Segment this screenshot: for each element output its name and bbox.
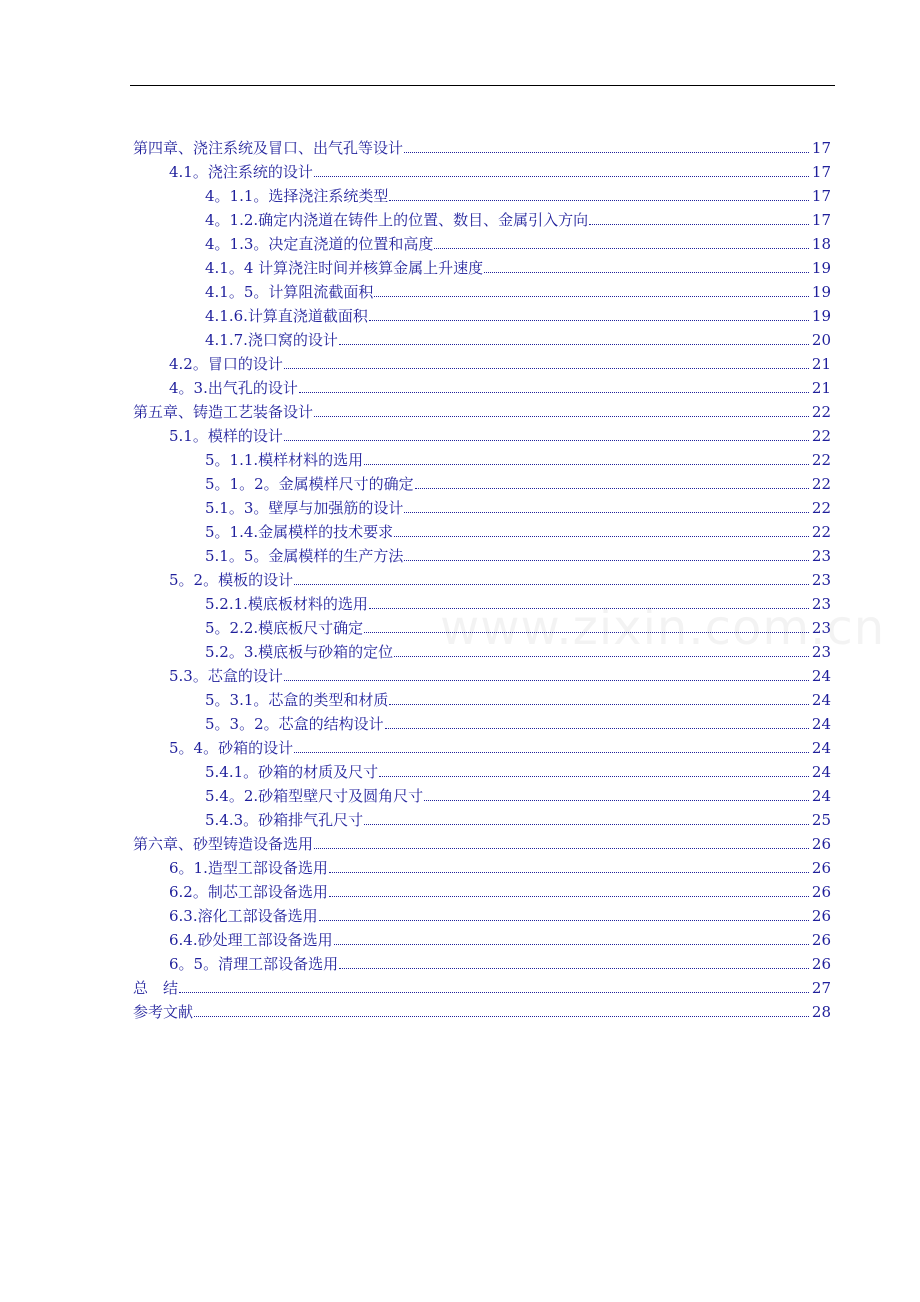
- toc-entry-page: 20: [811, 331, 831, 349]
- header-rule: [130, 85, 835, 86]
- table-of-contents: [0, 133, 920, 1021]
- toc-entry[interactable]: [0, 181, 920, 205]
- toc-dot-leader: [284, 368, 809, 369]
- toc-entry[interactable]: [0, 685, 920, 709]
- toc-entry[interactable]: [0, 517, 920, 541]
- toc-entry-title: 6.3.溶化工部设备选用: [169, 907, 318, 925]
- toc-entry-title: 5。2。模板的设计: [169, 571, 294, 589]
- toc-entry-title: 6。1.造型工部设备选用: [169, 859, 328, 877]
- toc-dot-leader: [319, 920, 809, 921]
- toc-entry-title: 4。1.1。选择浇注系统类型: [205, 187, 389, 205]
- toc-entry-page: 24: [811, 667, 831, 685]
- toc-entry[interactable]: [0, 397, 920, 421]
- toc-entry-title: 5。1.4.金属模样的技术要求: [205, 523, 394, 541]
- toc-entry-page: 24: [811, 787, 831, 805]
- toc-entry-title: 4。3.出气孔的设计: [169, 379, 298, 397]
- toc-dot-leader: [404, 152, 809, 153]
- toc-entry-page: 17: [811, 139, 831, 157]
- toc-entry-page: 17: [811, 163, 831, 181]
- toc-entry[interactable]: [0, 733, 920, 757]
- toc-entry[interactable]: [0, 421, 920, 445]
- toc-dot-leader: [589, 224, 809, 225]
- toc-entry-title: 总 结: [133, 979, 179, 997]
- toc-entry-title: 4。1.2.确定内浇道在铸件上的位置、数目、金属引入方向: [205, 211, 589, 229]
- toc-entry-page: 26: [811, 955, 831, 973]
- toc-entry-page: 22: [811, 427, 831, 445]
- toc-entry-page: 19: [811, 307, 831, 325]
- toc-entry-page: 21: [811, 355, 831, 373]
- toc-entry-page: 19: [811, 259, 831, 277]
- toc-dot-leader: [389, 200, 809, 201]
- toc-dot-leader: [424, 800, 809, 801]
- toc-entry[interactable]: [0, 229, 920, 253]
- toc-dot-leader: [339, 344, 809, 345]
- toc-entry-title: 5。4。砂箱的设计: [169, 739, 294, 757]
- toc-entry[interactable]: [0, 877, 920, 901]
- toc-entry-title: 4.1。4 计算浇注时间并核算金属上升速度: [205, 259, 484, 277]
- toc-entry[interactable]: [0, 253, 920, 277]
- toc-entry-page: 22: [811, 523, 831, 541]
- toc-entry-page: 24: [811, 739, 831, 757]
- toc-entry-title: 第六章、砂型铸造设备选用: [133, 835, 314, 853]
- toc-entry-title: 5。3.1。芯盒的类型和材质: [205, 691, 389, 709]
- toc-dot-leader: [329, 872, 809, 873]
- toc-dot-leader: [369, 320, 809, 321]
- toc-entry[interactable]: [0, 949, 920, 973]
- toc-dot-leader: [364, 464, 809, 465]
- toc-entry-title: 参考文献: [133, 1003, 194, 1021]
- toc-entry[interactable]: [0, 493, 920, 517]
- toc-entry-page: 26: [811, 931, 831, 949]
- toc-entry[interactable]: [0, 925, 920, 949]
- toc-entry-page: 22: [811, 475, 831, 493]
- toc-entry-title: 5.1。模样的设计: [169, 427, 283, 445]
- toc-entry[interactable]: [0, 709, 920, 733]
- toc-entry-page: 17: [811, 187, 831, 205]
- toc-entry-title: 4.1.6.计算直浇道截面积: [205, 307, 368, 325]
- toc-entry-page: 23: [811, 595, 831, 613]
- toc-entry-page: 26: [811, 883, 831, 901]
- toc-entry-page: 24: [811, 691, 831, 709]
- toc-entry-title: 5.4。2.砂箱型壁尺寸及圆角尺寸: [205, 787, 424, 805]
- toc-entry-title: 6。5。清理工部设备选用: [169, 955, 339, 973]
- toc-entry-page: 22: [811, 403, 831, 421]
- toc-entry[interactable]: [0, 757, 920, 781]
- toc-entry-title: 4.1。浇注系统的设计: [169, 163, 313, 181]
- toc-entry[interactable]: [0, 997, 920, 1021]
- toc-entry[interactable]: [0, 349, 920, 373]
- toc-entry[interactable]: [0, 853, 920, 877]
- toc-entry-title: 5。1。2。金属模样尺寸的确定: [205, 475, 414, 493]
- toc-entry-page: 18: [811, 235, 831, 253]
- toc-entry-page: 17: [811, 211, 831, 229]
- toc-dot-leader: [404, 560, 809, 561]
- toc-dot-leader: [415, 488, 809, 489]
- toc-dot-leader: [299, 392, 809, 393]
- toc-dot-leader: [294, 584, 809, 585]
- toc-entry-page: 24: [811, 715, 831, 733]
- toc-dot-leader: [379, 776, 809, 777]
- toc-dot-leader: [364, 824, 809, 825]
- toc-dot-leader: [284, 680, 809, 681]
- toc-dot-leader: [394, 536, 809, 537]
- toc-dot-leader: [179, 992, 809, 993]
- toc-entry[interactable]: [0, 661, 920, 685]
- toc-entry[interactable]: [0, 973, 920, 997]
- toc-entry-page: 23: [811, 571, 831, 589]
- toc-dot-leader: [329, 896, 809, 897]
- toc-entry[interactable]: [0, 205, 920, 229]
- toc-dot-leader: [314, 416, 809, 417]
- toc-entry-page: 19: [811, 283, 831, 301]
- toc-entry-title: 5.1。5。金属模样的生产方法: [205, 547, 404, 565]
- toc-entry-page: 23: [811, 547, 831, 565]
- toc-entry[interactable]: [0, 445, 920, 469]
- toc-entry-title: 4.1。5。计算阻流截面积: [205, 283, 374, 301]
- toc-dot-leader: [294, 752, 809, 753]
- toc-entry[interactable]: [0, 781, 920, 805]
- toc-entry-title: 5.4.1。砂箱的材质及尺寸: [205, 763, 379, 781]
- toc-dot-leader: [484, 272, 809, 273]
- toc-entry[interactable]: [0, 829, 920, 853]
- toc-entry-title: 5。2.2.模底板尺寸确定: [205, 619, 364, 637]
- toc-dot-leader: [284, 440, 809, 441]
- toc-entry[interactable]: [0, 805, 920, 829]
- toc-entry-title: 第五章、铸造工艺装备设计: [133, 403, 314, 421]
- toc-dot-leader: [334, 944, 809, 945]
- toc-dot-leader: [314, 848, 809, 849]
- toc-entry-title: 5.4.3。砂箱排气孔尺寸: [205, 811, 364, 829]
- toc-entry-page: 28: [811, 1003, 831, 1021]
- toc-entry-page: 26: [811, 859, 831, 877]
- toc-dot-leader: [339, 968, 809, 969]
- toc-entry[interactable]: [0, 301, 920, 325]
- toc-entry[interactable]: [0, 373, 920, 397]
- toc-dot-leader: [394, 656, 809, 657]
- toc-entry[interactable]: [0, 469, 920, 493]
- toc-entry-page: 26: [811, 835, 831, 853]
- toc-dot-leader: [434, 248, 809, 249]
- toc-entry-title: 5.2。3.模底板与砂箱的定位: [205, 643, 394, 661]
- toc-dot-leader: [314, 176, 809, 177]
- toc-dot-leader: [385, 728, 809, 729]
- toc-entry-title: 5.2.1.模底板材料的选用: [205, 595, 368, 613]
- toc-entry-page: 22: [811, 451, 831, 469]
- toc-entry-page: 25: [811, 811, 831, 829]
- toc-entry[interactable]: [0, 133, 920, 157]
- toc-dot-leader: [374, 296, 809, 297]
- toc-entry[interactable]: [0, 157, 920, 181]
- toc-entry-page: 26: [811, 907, 831, 925]
- toc-entry-page: 23: [811, 619, 831, 637]
- toc-entry-title: 4.1.7.浇口窝的设计: [205, 331, 338, 349]
- toc-dot-leader: [194, 1016, 809, 1017]
- toc-entry-title: 6.2。制芯工部设备选用: [169, 883, 328, 901]
- toc-entry-title: 5。1.1.模样材料的选用: [205, 451, 364, 469]
- toc-entry-page: 21: [811, 379, 831, 397]
- toc-entry-title: 第四章、浇注系统及冒口、出气孔等设计: [133, 139, 404, 157]
- toc-entry-title: 5。3。2。芯盒的结构设计: [205, 715, 384, 733]
- toc-entry-title: 5.3。芯盒的设计: [169, 667, 283, 685]
- toc-dot-leader: [389, 704, 809, 705]
- toc-entry-page: 27: [811, 979, 831, 997]
- toc-entry[interactable]: [0, 325, 920, 349]
- toc-entry[interactable]: [0, 565, 920, 589]
- toc-entry-page: 23: [811, 643, 831, 661]
- toc-entry[interactable]: [0, 901, 920, 925]
- toc-entry-title: 6.4.砂处理工部设备选用: [169, 931, 333, 949]
- toc-entry[interactable]: [0, 541, 920, 565]
- toc-entry-page: 24: [811, 763, 831, 781]
- toc-entry-title: 5.1。3。壁厚与加强筋的设计: [205, 499, 404, 517]
- watermark: [440, 600, 885, 656]
- toc-dot-leader: [404, 512, 809, 513]
- toc-entry[interactable]: [0, 277, 920, 301]
- toc-entry-title: 4。1.3。决定直浇道的位置和高度: [205, 235, 434, 253]
- toc-entry-title: 4.2。冒口的设计: [169, 355, 283, 373]
- toc-entry-page: 22: [811, 499, 831, 517]
